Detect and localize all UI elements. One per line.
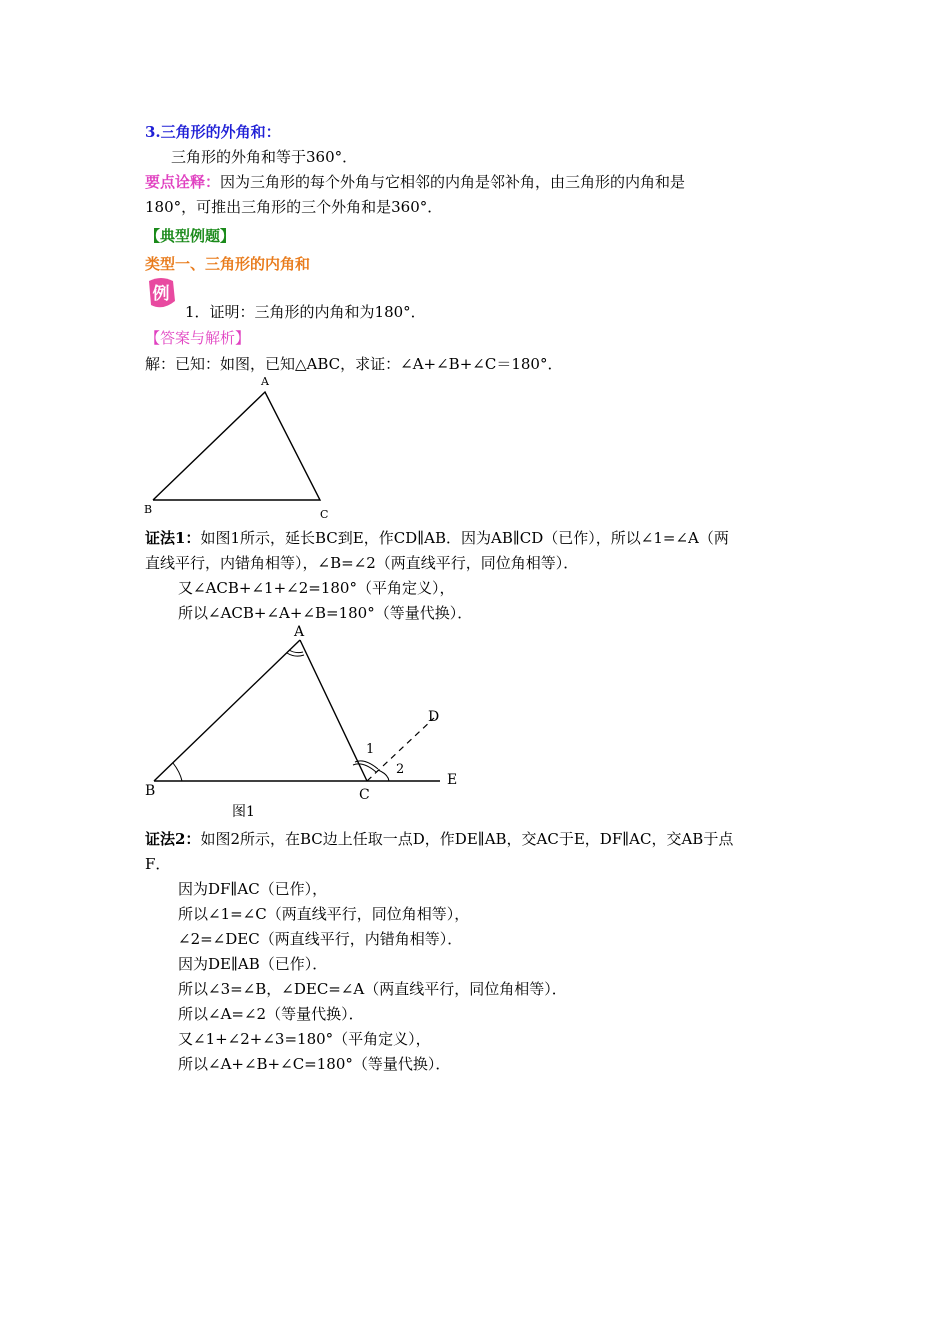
key-point-text-cont: 180°，可推出三角形的三个外角和是360°．	[145, 198, 443, 216]
fig1-label-d: D	[428, 709, 440, 725]
angle-2-arc	[378, 770, 389, 781]
exterior-angle-statement: 三角形的外角和等于360°．	[171, 148, 358, 166]
type-one-heading: 类型一、三角形的内角和	[145, 255, 311, 273]
fig1-caption: 图1	[232, 804, 255, 820]
proof-2-line-1	[145, 829, 733, 849]
vertex-label-a: A	[261, 375, 269, 388]
fig1-label-a: A	[294, 624, 305, 640]
proof-1-line-2: 直线平行，内错角相等），∠B=∠2（两直线平行，同位角相等）．	[145, 554, 579, 572]
side-ab	[154, 640, 300, 781]
angle-a-arc	[287, 653, 304, 656]
key-point-note	[145, 172, 685, 192]
section-heading: 3.三角形的外角和：	[145, 123, 281, 141]
side-ac	[300, 640, 367, 781]
proof-2-step: 所以∠A=∠2（等量代换）．	[178, 1005, 364, 1023]
fig1-label-b: B	[145, 783, 156, 799]
proof-2-label: 证法2：	[145, 830, 201, 848]
fig1-angle-label-1: 1	[366, 742, 375, 757]
proof-2-step: 所以∠1=∠C（两直线平行，同位角相等），	[178, 905, 470, 923]
proof-2-step: 因为DF∥AC（已作），	[178, 880, 328, 898]
triangle-abc-outline	[153, 392, 320, 500]
proof-1-line-1	[145, 528, 729, 548]
proof-1-text: 如图1所示，延长BC到E，作CD∥AB．因为AB∥CD（已作），所以∠1=∠A（两	[200, 529, 729, 547]
example-badge-icon	[145, 277, 177, 309]
fig1-angle-label-2: 2	[396, 762, 405, 777]
given-statement: 解：已知：如图，已知△ABC，求证：∠A+∠B+∠C＝180°．	[145, 355, 563, 373]
example-1-problem: 1．证明：三角形的内角和为180°．	[185, 303, 426, 321]
proof-2-step: 又∠1+∠2+∠3=180°（平角定义），	[178, 1030, 431, 1048]
key-point-text: 因为三角形的每个外角与它相邻的内角是邻补角，由三角形的内角和是	[220, 173, 686, 191]
key-point-label: 要点诠释：	[145, 173, 221, 191]
proof-1-label: 证法1：	[145, 529, 201, 547]
example-badge-text: 例	[152, 284, 170, 304]
proof-2-step: ∠2=∠DEC（两直线平行，内错角相等）．	[178, 930, 463, 948]
proof-2-step: 所以∠3=∠B，∠DEC=∠A（两直线平行，同位角相等）．	[178, 980, 567, 998]
proof-1-line-3: 又∠ACB+∠1+∠2=180°（平角定义），	[178, 579, 455, 597]
vertex-label-b: B	[144, 503, 153, 516]
proof-2-step: 因为DE∥AB（已作）．	[178, 955, 328, 973]
proof-2-text: 如图2所示，在BC边上任取一点D，作DE∥AB，交AC于E，DF∥AC，交AB于点	[200, 830, 734, 848]
triangle-abc-figure	[140, 372, 340, 522]
fig1-label-c: C	[359, 787, 370, 803]
figure-1	[140, 620, 470, 825]
fig1-label-e: E	[447, 772, 458, 788]
typical-examples-heading: 【典型例题】	[145, 227, 236, 245]
angle-a-arc-2	[289, 650, 303, 653]
proof-1-line-4: 所以∠ACB+∠A+∠B=180°（等量代换）．	[178, 604, 473, 622]
vertex-label-c: C	[320, 508, 329, 521]
proof-2-step: 所以∠A+∠B+∠C=180°（等量代换）．	[178, 1055, 451, 1073]
proof-2-line-2: F．	[145, 855, 171, 873]
answer-heading: 【答案与解析】	[145, 329, 251, 347]
angle-b-arc	[173, 763, 182, 781]
